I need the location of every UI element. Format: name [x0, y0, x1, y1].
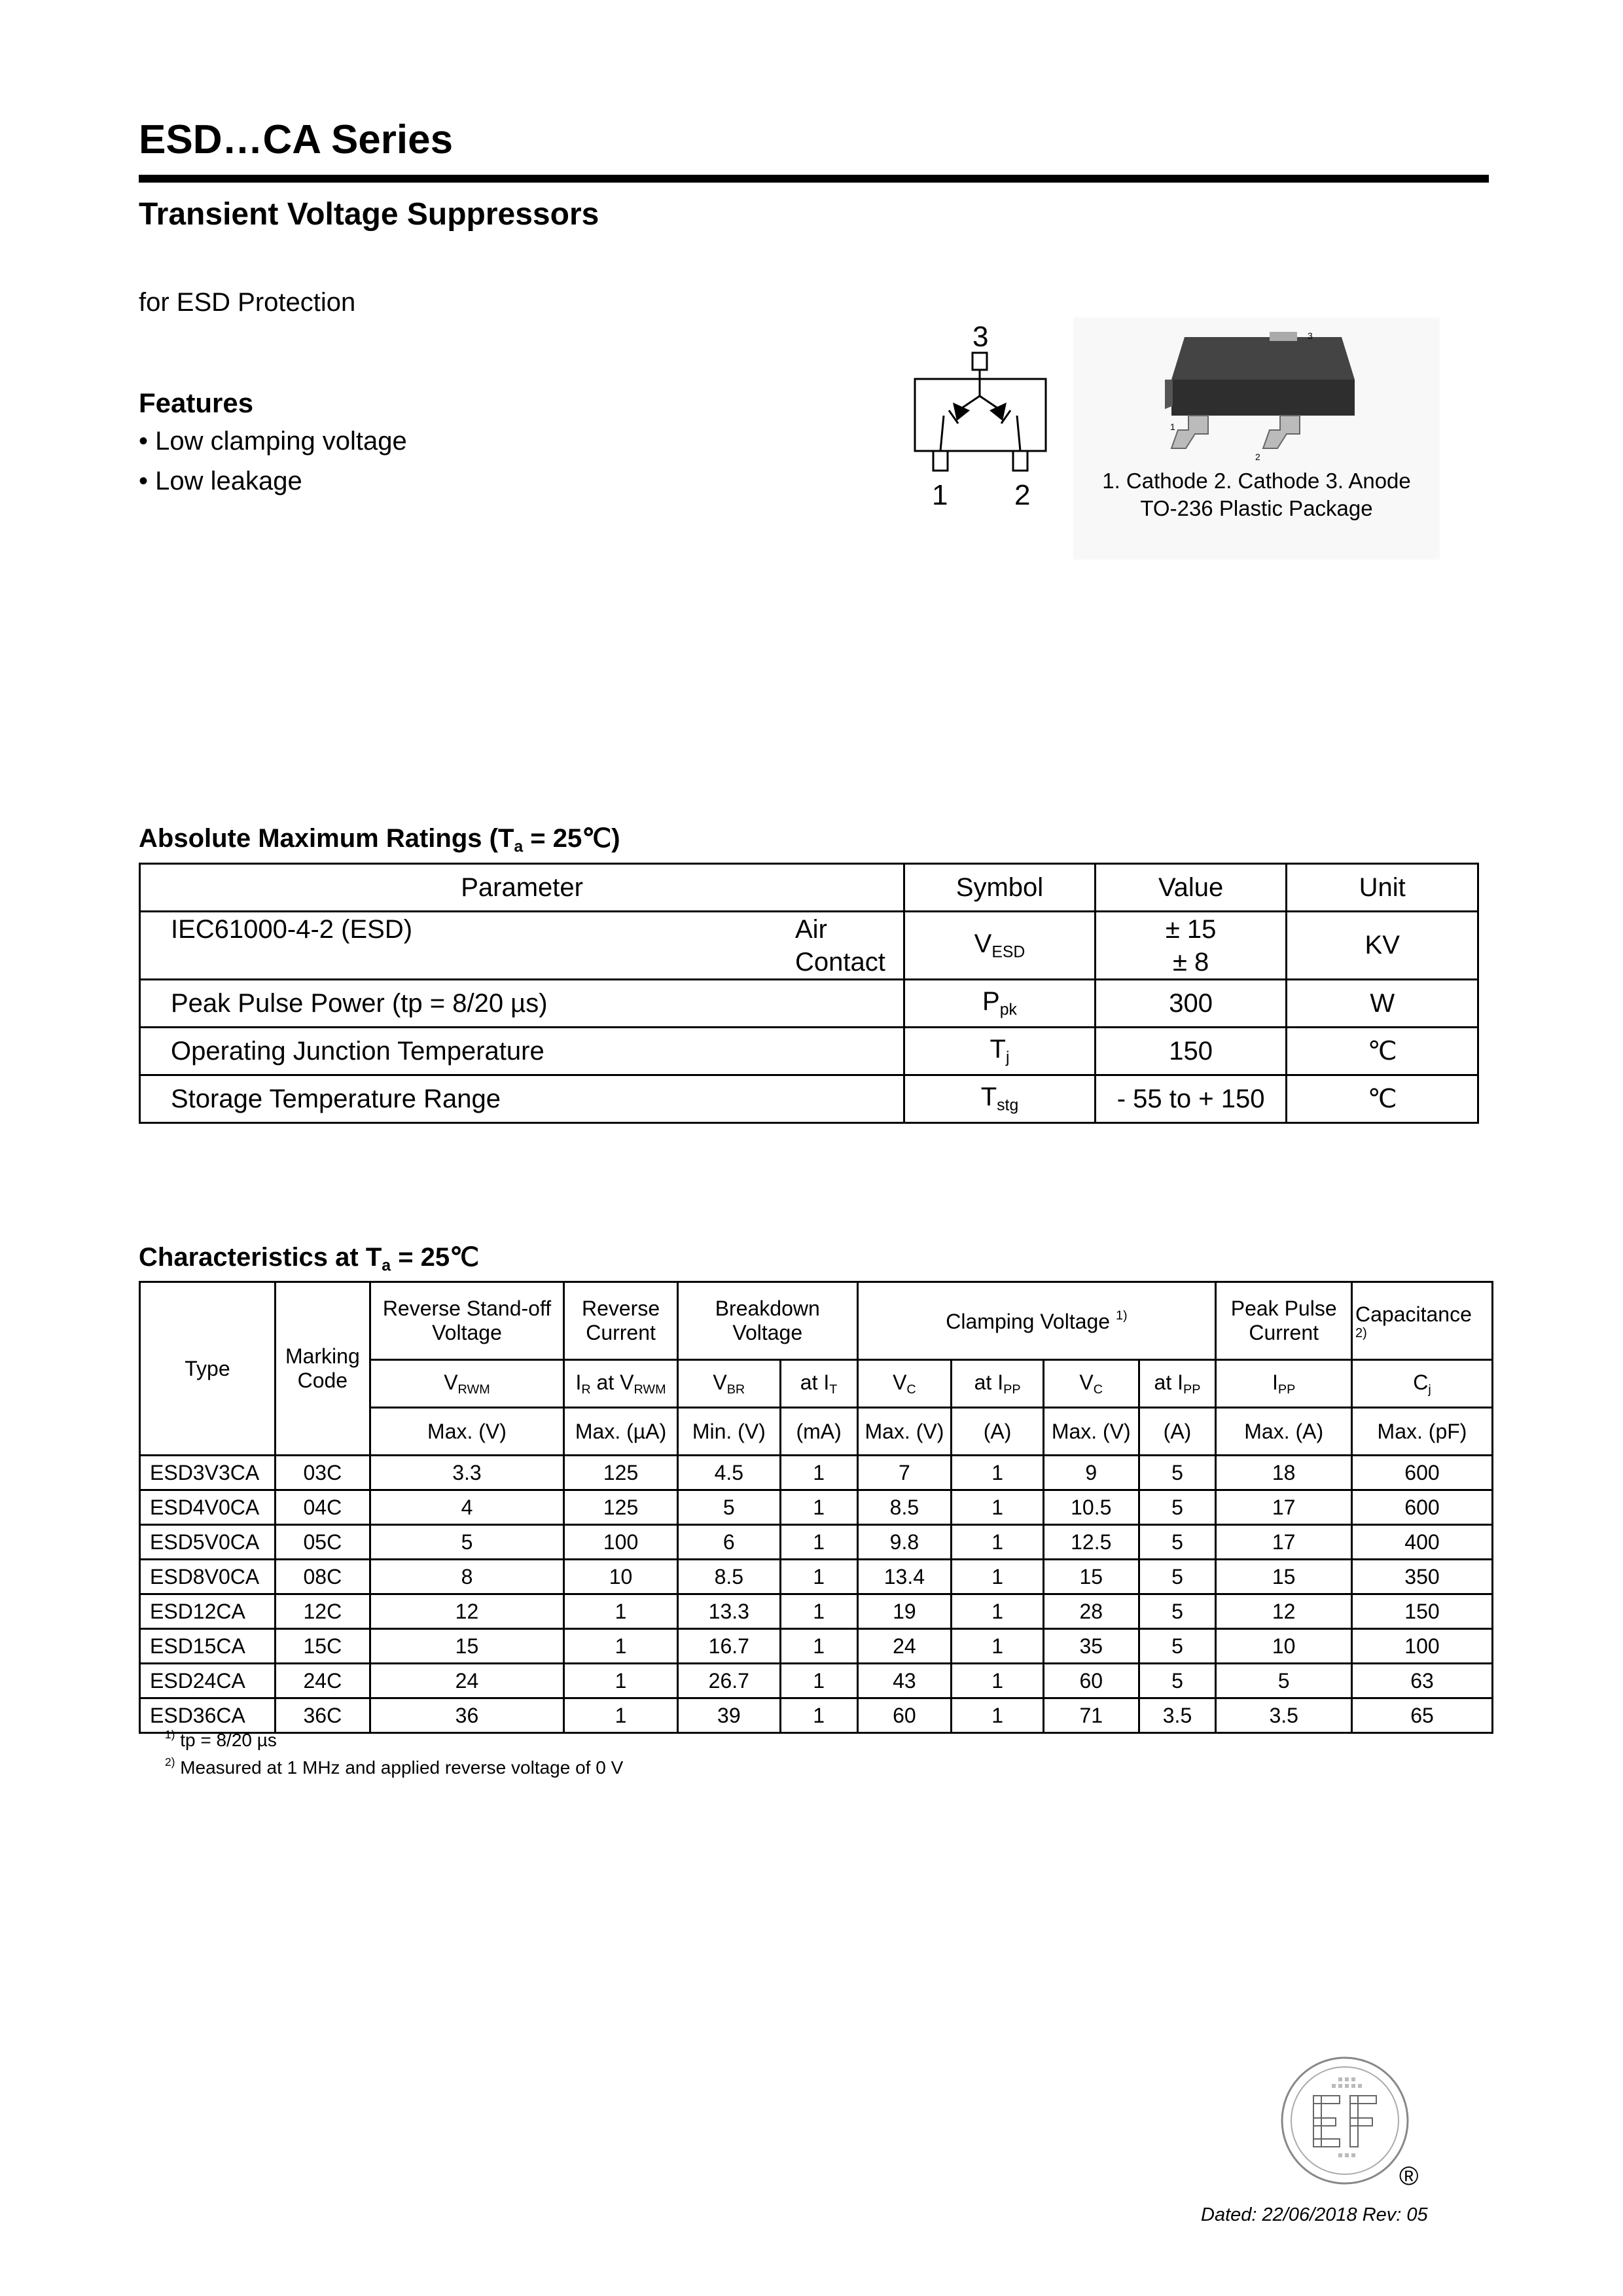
value-cell: 100 [1352, 1629, 1493, 1664]
unit-cell: Min. (V) [677, 1408, 780, 1456]
value-cell: 5 [1139, 1664, 1216, 1698]
value-cell: 3.5 [1139, 1698, 1216, 1733]
value-cell: 1 [952, 1698, 1044, 1733]
table-row [140, 1594, 1493, 1629]
value-cell: 100 [564, 1525, 678, 1560]
value-cell: 26.7 [677, 1664, 780, 1698]
registered-mark: ® [1399, 2162, 1419, 2191]
type-cell: ESD8V0CA [140, 1560, 276, 1594]
value-cell: 28 [1043, 1594, 1139, 1629]
footnote-2: $^{2)}$ Measured at 1 MHz and applied reverse voltage of 0 V [165, 1755, 624, 1778]
value-cell: 350 [1352, 1560, 1493, 1594]
value-cell: 7 [857, 1456, 952, 1490]
value-cell: - 55 to + 150 [1095, 1075, 1287, 1123]
value-cell: 65 [1352, 1698, 1493, 1733]
title-rule [139, 175, 1489, 183]
symbol-cell: $V_C$ [857, 1360, 952, 1408]
value-cell: 1 [952, 1490, 1044, 1525]
value-cell: 5 [1216, 1664, 1352, 1698]
value-cell: 24 [370, 1664, 563, 1698]
unit-cell: Max. (pF) [1352, 1408, 1493, 1456]
value-cell: 1 [952, 1664, 1044, 1698]
value-cell: 19 [857, 1594, 952, 1629]
pin-1-label: 1 [932, 479, 948, 511]
unit-cell: (A) [952, 1408, 1044, 1456]
value-cell: 3.3 [370, 1456, 563, 1490]
ratings-table [139, 863, 1479, 1124]
package-illustration-icon [1073, 317, 1440, 560]
value-cell: 4 [370, 1490, 563, 1525]
value-cell: 1 [564, 1594, 678, 1629]
value-cell: 63 [1352, 1664, 1493, 1698]
table-row [140, 980, 1478, 1028]
value-cell: 600 [1352, 1456, 1493, 1490]
value-cell: 1 [952, 1629, 1044, 1664]
symbol-cell: $I_R$ at $V_{RWM}$ [564, 1360, 678, 1408]
footnote-1: $^{1)}$ tp = 8/20 µs [165, 1728, 277, 1751]
value-cell: 36C [275, 1698, 370, 1733]
value-cell: 5 [1139, 1594, 1216, 1629]
value-cell: 5 [1139, 1629, 1216, 1664]
table-row [140, 1075, 1478, 1123]
table-row [140, 1028, 1478, 1075]
unit-cell: ℃ [1287, 1028, 1478, 1075]
unit-cell: (mA) [780, 1408, 857, 1456]
bd-header: Breakdown Voltage [677, 1282, 857, 1360]
value-cell: 17 [1216, 1525, 1352, 1560]
type-cell: ESD5V0CA [140, 1525, 276, 1560]
value-cell: 1 [780, 1525, 857, 1560]
symbol-cell: at $I_{PP}$ [952, 1360, 1044, 1408]
value-cell: ± 15 ± 8 [1095, 912, 1287, 980]
unit-cell: (A) [1139, 1408, 1216, 1456]
table-row [140, 1629, 1493, 1664]
value-cell: 15 [370, 1629, 563, 1664]
param-cell: IEC61000-4-2 (ESD) Air Contact [140, 912, 904, 980]
value-cell: 4.5 [677, 1456, 780, 1490]
value-cell: 1 [780, 1594, 857, 1629]
symbol-cell: $V_{BR}$ [677, 1360, 780, 1408]
value-cell: 12 [1216, 1594, 1352, 1629]
table-row [140, 1525, 1493, 1560]
value-cell: 1 [952, 1594, 1044, 1629]
value-cell: 24 [857, 1629, 952, 1664]
dated-revision: Dated: 22/06/2018 Rev: 05 [1201, 2204, 1428, 2225]
page-title: ESD…CA Series [139, 117, 454, 162]
symbol-cell: $I_{PP}$ [1216, 1360, 1352, 1408]
value-cell: 5 [1139, 1525, 1216, 1560]
symbol-cell: $V_{RWM}$ [370, 1360, 563, 1408]
col-header: Parameter [140, 864, 904, 912]
symbol-cell: $V_C$ [1043, 1360, 1139, 1408]
symbol-cell: at $I_T$ [780, 1360, 857, 1408]
symbol-cell: $V_{ESD}$ [904, 912, 1096, 980]
value-cell: 1 [564, 1629, 678, 1664]
value-cell: 5 [1139, 1456, 1216, 1490]
param-cell: Storage Temperature Range [140, 1075, 904, 1123]
value-cell: 15 [1216, 1560, 1352, 1594]
value-cell: 1 [952, 1525, 1044, 1560]
cap-header: Capacitance 2) [1352, 1282, 1493, 1360]
esd-mode-contact: Contact [795, 948, 885, 977]
rc-header: Reverse Current [564, 1282, 678, 1360]
value-cell: 1 [780, 1629, 857, 1664]
symbol-cell: $C_j$ [1352, 1360, 1493, 1408]
value-cell: 400 [1352, 1525, 1493, 1560]
package-type-text: TO-236 Plastic Package [1140, 496, 1373, 520]
unit-cell: Max. (µA) [564, 1408, 678, 1456]
ppc-header: Peak Pulse Current [1216, 1282, 1352, 1360]
value-cell: 13.3 [677, 1594, 780, 1629]
symbol-cell: $P_{pk}$ [904, 980, 1096, 1028]
pkg-pin-mark: 3 [1308, 331, 1313, 341]
symbol-cell: $T_{stg}$ [904, 1075, 1096, 1123]
value-cell: 1 [952, 1456, 1044, 1490]
value-cell: 17 [1216, 1490, 1352, 1525]
unit-cell: Max. (A) [1216, 1408, 1352, 1456]
value-cell: 35 [1043, 1629, 1139, 1664]
circuit-diagram-icon [910, 350, 1064, 481]
type-cell: ESD15CA [140, 1629, 276, 1664]
type-cell: ESD12CA [140, 1594, 276, 1629]
value-cell: 10 [564, 1560, 678, 1594]
param-cell: Operating Junction Temperature [140, 1028, 904, 1075]
type-cell: ESD24CA [140, 1664, 276, 1698]
features-heading: Features [139, 387, 254, 418]
table-row [140, 1698, 1493, 1733]
value-cell: 8.5 [857, 1490, 952, 1525]
value-cell: 60 [857, 1698, 952, 1733]
value-cell: 12.5 [1043, 1525, 1139, 1560]
purpose-text: for ESD Protection [139, 288, 356, 317]
value-cell: 125 [564, 1456, 678, 1490]
pin-2-label: 2 [1014, 479, 1031, 511]
package-pins-text: 1. Cathode 2. Cathode 3. Anode [1102, 469, 1411, 493]
param-cell: Peak Pulse Power (tp = 8/20 µs) [140, 980, 904, 1028]
value-cell: 6 [677, 1525, 780, 1560]
value-cell: 5 [677, 1490, 780, 1525]
table-row [140, 912, 1478, 980]
value-cell: 300 [1095, 980, 1287, 1028]
value-cell: 15 [1043, 1560, 1139, 1594]
value-cell: 600 [1352, 1490, 1493, 1525]
table-row [140, 1490, 1493, 1525]
value-cell: 18 [1216, 1456, 1352, 1490]
value-cell: 15C [275, 1629, 370, 1664]
table-row [140, 1560, 1493, 1594]
col-header: Unit [1287, 864, 1478, 912]
pin-3-label: 3 [972, 321, 989, 353]
type-cell: ESD3V3CA [140, 1456, 276, 1490]
group-header-row [140, 1282, 1493, 1360]
value-cell: 1 [564, 1664, 678, 1698]
col-header: Value [1095, 864, 1287, 912]
value-cell: 16.7 [677, 1629, 780, 1664]
value-cell: 5 [370, 1525, 563, 1560]
value-cell: 1 [780, 1560, 857, 1594]
value-cell: 1 [780, 1456, 857, 1490]
value-cell: 1 [780, 1490, 857, 1525]
type-cell: ESD36CA [140, 1698, 276, 1733]
clamp-header: Clamping Voltage $^{1)}$ [857, 1282, 1216, 1360]
value-cell: 03C [275, 1456, 370, 1490]
value-cell: 150 [1352, 1594, 1493, 1629]
value-cell: 1 [952, 1560, 1044, 1594]
rso-header: Reverse Stand-off Voltage [370, 1282, 563, 1360]
value-cell: 5 [1139, 1490, 1216, 1525]
marking-header: Marking Code [275, 1282, 370, 1456]
value-cell: 12C [275, 1594, 370, 1629]
pkg-pin-mark: 1 [1170, 422, 1175, 432]
type-header: Type [140, 1282, 276, 1456]
feature-item: • Low leakage [139, 467, 302, 495]
value-cell: 9.8 [857, 1525, 952, 1560]
unit-cell: Max. (V) [1043, 1408, 1139, 1456]
value-cell: 71 [1043, 1698, 1139, 1733]
symbol-cell: $T_j$ [904, 1028, 1096, 1075]
value-cell: 125 [564, 1490, 678, 1525]
col-header: Symbol [904, 864, 1096, 912]
ratings-heading: Absolute Maximum Ratings ($T_a$ = 25℃) [139, 824, 620, 856]
value-cell: 10 [1216, 1629, 1352, 1664]
unit-cell: Max. (V) [370, 1408, 563, 1456]
value-cell: 60 [1043, 1664, 1139, 1698]
value-cell: 150 [1095, 1028, 1287, 1075]
value-cell: 08C [275, 1560, 370, 1594]
esd-mode-air: Air [795, 915, 827, 944]
unit-cell: Max. (V) [857, 1408, 952, 1456]
symbol-cell: at $I_{PP}$ [1139, 1360, 1216, 1408]
characteristics-table [139, 1281, 1493, 1734]
table-row [140, 1456, 1493, 1490]
feature-item: • Low clamping voltage [139, 427, 407, 456]
value-cell: 1 [780, 1698, 857, 1733]
value-cell: 9 [1043, 1456, 1139, 1490]
table-row [140, 1664, 1493, 1698]
value-cell: 3.5 [1216, 1698, 1352, 1733]
value-cell: 8.5 [677, 1560, 780, 1594]
value-cell: 10.5 [1043, 1490, 1139, 1525]
unit-cell: KV [1287, 912, 1478, 980]
characteristics-heading: Characteristics at $T_a$ = 25℃ [139, 1243, 480, 1275]
value-cell: 36 [370, 1698, 563, 1733]
value-cell: 24C [275, 1664, 370, 1698]
type-cell: ESD4V0CA [140, 1490, 276, 1525]
pkg-pin-mark: 2 [1255, 452, 1260, 462]
page-subtitle: Transient Voltage Suppressors [139, 197, 599, 232]
unit-cell: ℃ [1287, 1075, 1478, 1123]
value-cell: 13.4 [857, 1560, 952, 1594]
certification-seal-icon [1279, 2055, 1410, 2186]
value-cell: 39 [677, 1698, 780, 1733]
value-cell: 43 [857, 1664, 952, 1698]
value-cell: 12 [370, 1594, 563, 1629]
value-cell: 1 [564, 1698, 678, 1733]
ratings-header-row [140, 864, 1478, 912]
value-cell: 8 [370, 1560, 563, 1594]
value-cell: 04C [275, 1490, 370, 1525]
value-cell: 1 [780, 1664, 857, 1698]
value-cell: 05C [275, 1525, 370, 1560]
value-cell: 5 [1139, 1560, 1216, 1594]
unit-cell: W [1287, 980, 1478, 1028]
